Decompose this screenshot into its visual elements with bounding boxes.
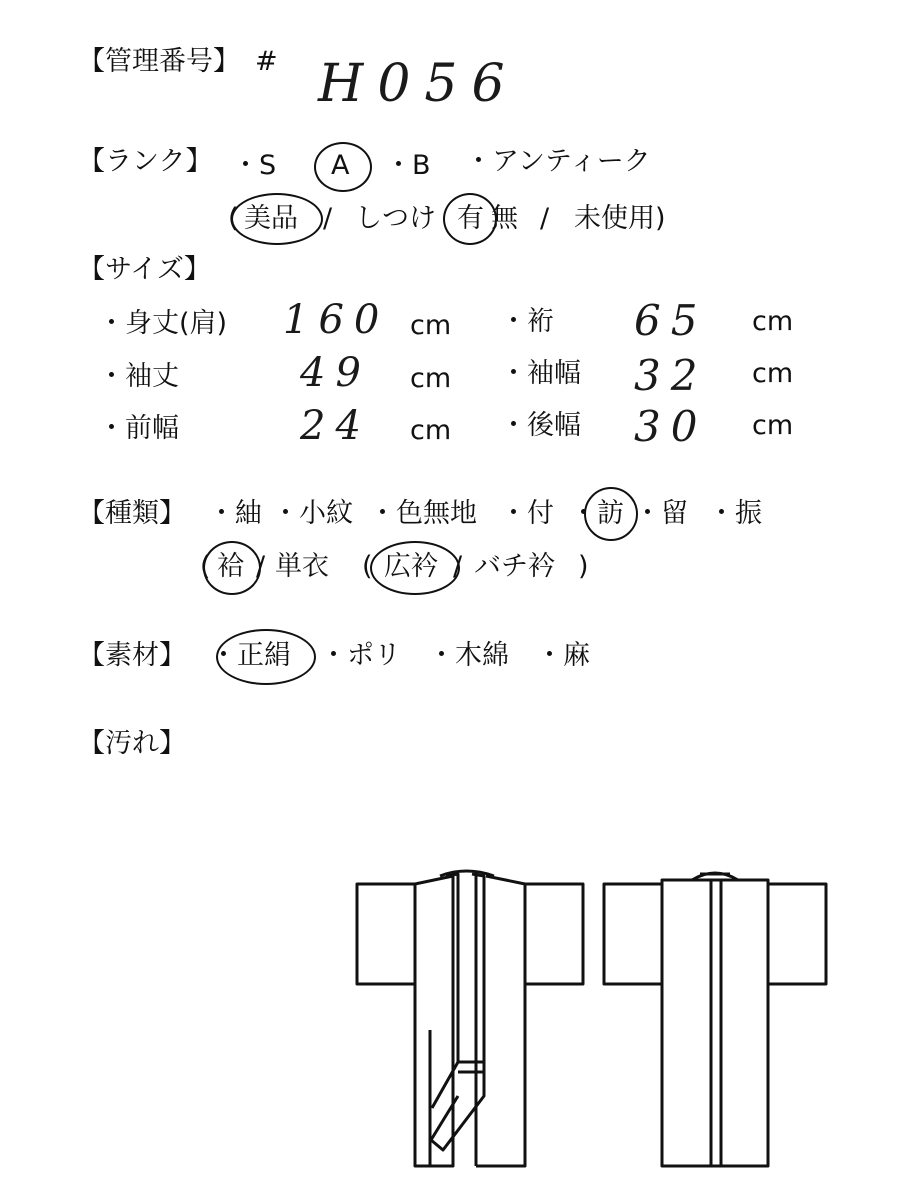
size-right-value: 30 — [634, 402, 708, 451]
type-option-komon: ・小紋 — [272, 498, 353, 529]
type-option-tsumugi: ・紬 — [208, 498, 262, 529]
type-collar-bachi: バチ衿 — [474, 551, 555, 582]
type-option-houmon: ・訪 — [570, 498, 624, 529]
size-right-unit: cm — [752, 306, 794, 337]
kimono-front-icon — [357, 871, 583, 1166]
size-left-label: ・袖丈 — [98, 361, 179, 392]
size-right-label: ・後幅 — [500, 410, 581, 441]
size-left-unit: cm — [410, 363, 452, 394]
kimono-back-icon — [604, 873, 826, 1166]
size-right-unit: cm — [752, 410, 794, 441]
type-sep1: / — [256, 551, 266, 582]
size-right-unit: cm — [752, 358, 794, 389]
condition-unused: 未使用) — [574, 203, 666, 234]
condition-sep2: / — [540, 203, 550, 234]
size-left-label: ・身丈(肩) — [98, 308, 228, 339]
size-left-value: 160 — [283, 297, 390, 343]
material-label: 【素材】 — [78, 640, 186, 671]
condition-open-paren: ( — [228, 203, 239, 234]
shitsuke-label: しつけ — [355, 203, 436, 234]
material-option-cotton: ・木綿 — [428, 640, 509, 671]
material-option-silk: ・正絹 — [210, 640, 291, 671]
shitsuke-have: 有 — [457, 203, 484, 234]
shitsuke-none: 無 — [491, 203, 518, 234]
type-sep2: / — [453, 551, 463, 582]
size-left-unit: cm — [410, 415, 452, 446]
management-label: 【管理番号】 — [78, 46, 240, 77]
stain-label: 【汚れ】 — [78, 728, 186, 759]
type-close-paren: ) — [578, 551, 589, 582]
management-hash: # — [255, 46, 278, 77]
size-right-value: 65 — [634, 296, 708, 345]
size-left-value: 24 — [300, 403, 371, 449]
management-number: H056 — [318, 54, 519, 114]
type-option-tome: ・留 — [634, 498, 688, 529]
condition-sep1: / — [323, 203, 333, 234]
type-option-tsuke: ・付 — [500, 498, 554, 529]
size-left-label: ・前幅 — [98, 413, 179, 444]
rank-label: 【ランク】 — [78, 146, 213, 177]
type-lined: 袷 — [217, 551, 244, 582]
rank-option-s: ・S — [232, 150, 277, 181]
rank-option-a: A — [331, 150, 350, 181]
type-open-paren2: ( — [362, 551, 373, 582]
condition-selected: 美品 — [244, 203, 298, 234]
material-option-poly: ・ポリ — [320, 640, 401, 671]
type-unlined: 単衣 — [275, 551, 329, 582]
type-option-furi: ・振 — [708, 498, 762, 529]
size-right-value: 32 — [634, 351, 708, 400]
size-right-label: ・袖幅 — [500, 358, 581, 389]
size-left-unit: cm — [410, 310, 452, 341]
type-open-paren: ( — [200, 551, 211, 582]
type-option-iromuji: ・色無地 — [369, 498, 477, 529]
size-right-label: ・裄 — [500, 306, 554, 337]
material-option-hemp: ・麻 — [536, 640, 590, 671]
size-left-value: 49 — [300, 350, 371, 396]
type-label: 【種類】 — [78, 498, 186, 529]
type-collar-wide: 広衿 — [384, 551, 438, 582]
rank-option-antique: ・アンティーク — [465, 146, 651, 177]
size-label: 【サイズ】 — [78, 254, 211, 285]
rank-option-b: ・B — [385, 150, 431, 181]
